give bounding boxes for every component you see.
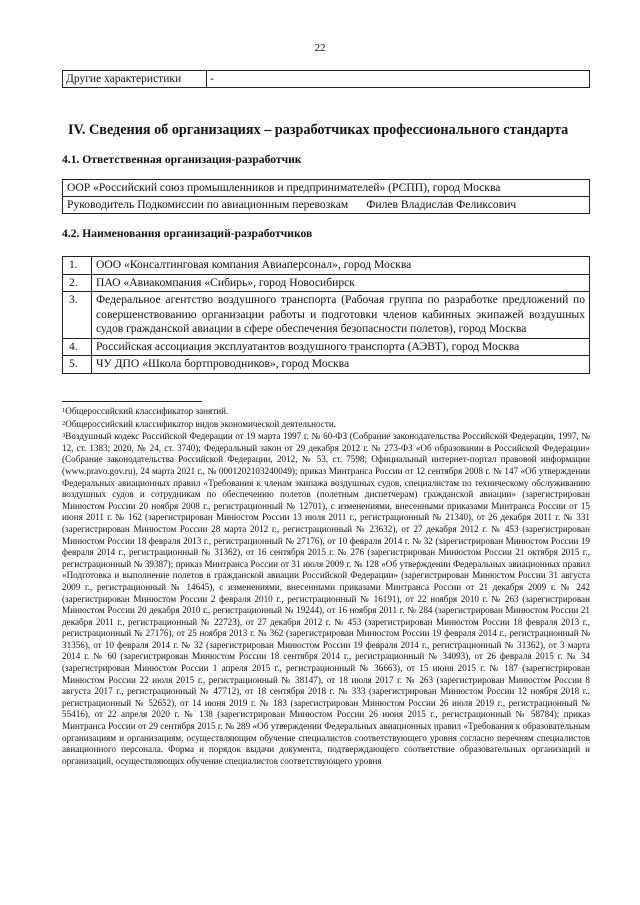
other-characteristics-label: Другие характеристики xyxy=(63,71,207,88)
footnote-text: Общероссийский классификатор видов экономической деятельности. xyxy=(65,418,337,429)
chief-cell xyxy=(63,197,590,214)
footnote xyxy=(62,405,590,418)
table-row xyxy=(63,274,590,292)
developers-table xyxy=(62,256,590,374)
footnote xyxy=(62,430,590,767)
footnote xyxy=(62,418,590,431)
responsible-organization-heading: 4.1. Ответственная организация-разработчик xyxy=(62,153,302,166)
responsible-organization-name: ООР «Российский союз промышленников и предпринимателей» (РСПП), город Москва xyxy=(63,180,590,197)
other-characteristics-value: - xyxy=(207,71,590,88)
developer-number: 3. xyxy=(63,292,92,339)
table-row xyxy=(63,197,590,214)
footnote-mark: 1 xyxy=(62,407,66,414)
developer-number: 1. xyxy=(63,257,92,275)
chief-title: Руководитель Подкомиссии по авиационным перевозкам xyxy=(67,198,349,211)
table-row xyxy=(63,180,590,197)
developer-number: 4. xyxy=(63,338,92,356)
developer-name: ПАО «Авиакомпания «Сибирь», город Новосибирск xyxy=(92,274,590,292)
developer-name: ЧУ ДПО «Школа бортпроводников», город Москва xyxy=(92,356,590,374)
other-characteristics-table xyxy=(62,70,590,88)
developer-name: ООО «Консалтинговая компания Авиаперсонал», город Москва xyxy=(92,257,590,275)
footnote-text: Общероссийский классификатор занятий. xyxy=(65,406,229,416)
table-row xyxy=(63,292,590,339)
table-row xyxy=(63,257,590,275)
developer-name: Российская ассоциация эксплуатантов воздушного транспорта (АЭВТ), город Москва xyxy=(92,338,590,356)
developer-number: 2. xyxy=(63,274,92,292)
footnote-mark: 3 xyxy=(62,432,66,440)
developer-number: 5. xyxy=(63,356,92,374)
footnote-text: Воздушный кодекс Российской Федерации от 19 марта 1997 г. № 60-ФЗ (Собрание законодательства Российской Федерации, 1997, № 12, ст. 1383; 2020, № 24, ст. 3740); Федеральный закон от 29 декабря 2012 г. № 273-ФЗ «Об образовании в Российской Федерации» (Собрание законодательства Российской Федерации, 2012, № 53, ст. 7598; Официальный интернет-портал правовой информации (www.pravo.gov.ru), 24 марта 2021 г., № 0001202103240049); приказ Минтранса России от 12 сентября 2008 г. № 147 «Об утверждении Федеральных авиационных правил «Требования к членам экипажа воздушных судов, специалистам по техническому обслуживанию воздушных судов и сотрудникам по обеспечению полетов (полетным диспетчерам) гражданской авиации» (зарегистрирован Минюстом России 20 ноября 2008 г., регистрационный № 12701), с изменениями, внесенными приказами Минтранса России от 15 июня 2011 г. № 162 (зарегистрирован Минюстом России 13 июля 2011 г., регистрационный № 21340), от 26 декабря 2011 г. № 331 (зарегистрирован Минюстом России 28 марта 2012 г., регистрационный № 23632), от 27 декабря 2012 г. № 453 (зарегистрирован Минюстом России 18 февраля 2013 г., регистрационный № 27176), от 10 февраля 2014 г. № 32 (зарегистрирован Минюстом России 19 февраля 2014 г., регистрационный № 31362), от 16 сентября 2015 г. № 276 (зарегистрирован Минюстом России 21 октября 2015 г., регистрационный № 39387); приказ Минтранса России от 31 июля 2009 г. № 128 «Об утверждении Федеральных авиационных правил «Подготовка и выполнение полетов в гражданской авиации Российской Федерации» (зарегистрирован Минюстом России 31 августа 2009 г., регистрационный № 14645), с изменениями, внесенными приказами Минтранса России от 21 декабря 2009 г. № 242 (зарегистрирован Минюстом России 2 февраля 2010 г., регистрационный № 16191), от 22 ноября 2010 г. № 263 (зарегистрирован Минюстом России 20 декабря 2010 г., регистрационный № 19244), от 16 ноября 2011 г. № 284 (зарегистрирован Минюстом России 21 декабря 2011 г., регистрационный № 22723), от 27 декабря 2012 г. № 453 (зарегистрирован Минюстом России 18 февраля 2013 г., регистрационный № 27176), от 25 ноября 2013 г. № 362 (зарегистрирован Минюстом России 19 февраля 2014 г., регистрационный № 31356), от 10 февраля 2014 г. № 32 (зарегистрирован Минюстом России 19 февраля 2014 г., регистрационный № 31362), от 3 марта 2014 г. № 60 (зарегистрирован Минюстом России 18 сентября 2014 г., регистрационный № 34093), от 26 февраля 2015 г. № 34 (зарегистрирован Минюстом России 1 апреля 2015 г., регистрационный № 36663), от 15 июня 2015 г. № 187 (зарегистрирован Минюстом России 22 июля 2015 г., регистрационный № 38147), от 18 июля 2017 г. № 263 (зарегистрирован Минюстом России 8 августа 2017 г., регистрационный № 47712), от 18 сентября 2018 г. № 333 (зарегистрирован Минюстом России 12 ноября 2018 г., регистрационный № 52652), от 14 июня 2019 г. № 183 (зарегистрирован Минюстом России 26 июля 2019 г., регистрационный № 55416), от 22 апреля 2020 г. № 138 (зарегистрирован Минюстом России 26 июня 2015 г., регистрационный № 58784); приказ Минтранса России от 29 сентября 2015 г. № 289 «Об утверждении Федеральных авиационных правил «Требования к образовательным организациям и организациям, осуществляющим обучение специалистов соответствующего уровня согласно перечням специалистов авиационного персонала. Форма и порядок выдачи документа, подтверждающего соответствие образовательных организаций и организаций, осуществляющих обучение специалистов соответствующего уровня xyxy=(62,431,590,766)
developer-name: Федеральное агентство воздушного транспорта (Рабочая группа по разработке предложений по совершенствованию организации работы и подготовки членов кабинных экипажей воздушных судов гражданской авиации в сфере обеспечения безопасности полетов), город Москва xyxy=(92,292,590,339)
developers-heading: 4.2. Наименования организаций-разработчиков xyxy=(62,227,313,240)
table-row xyxy=(63,338,590,356)
page-number: 22 xyxy=(314,42,326,54)
footnote-mark: 2 xyxy=(62,419,66,427)
section-heading: IV. Сведения об организациях – разработчиках профессионального стандарта xyxy=(68,122,569,138)
responsible-organization-table xyxy=(62,179,590,214)
chief-name: Филев Владислав Феликсович xyxy=(366,198,517,211)
table-row xyxy=(63,356,590,374)
footnotes xyxy=(62,405,590,767)
table-row xyxy=(63,71,590,88)
footnote-divider xyxy=(62,401,202,402)
